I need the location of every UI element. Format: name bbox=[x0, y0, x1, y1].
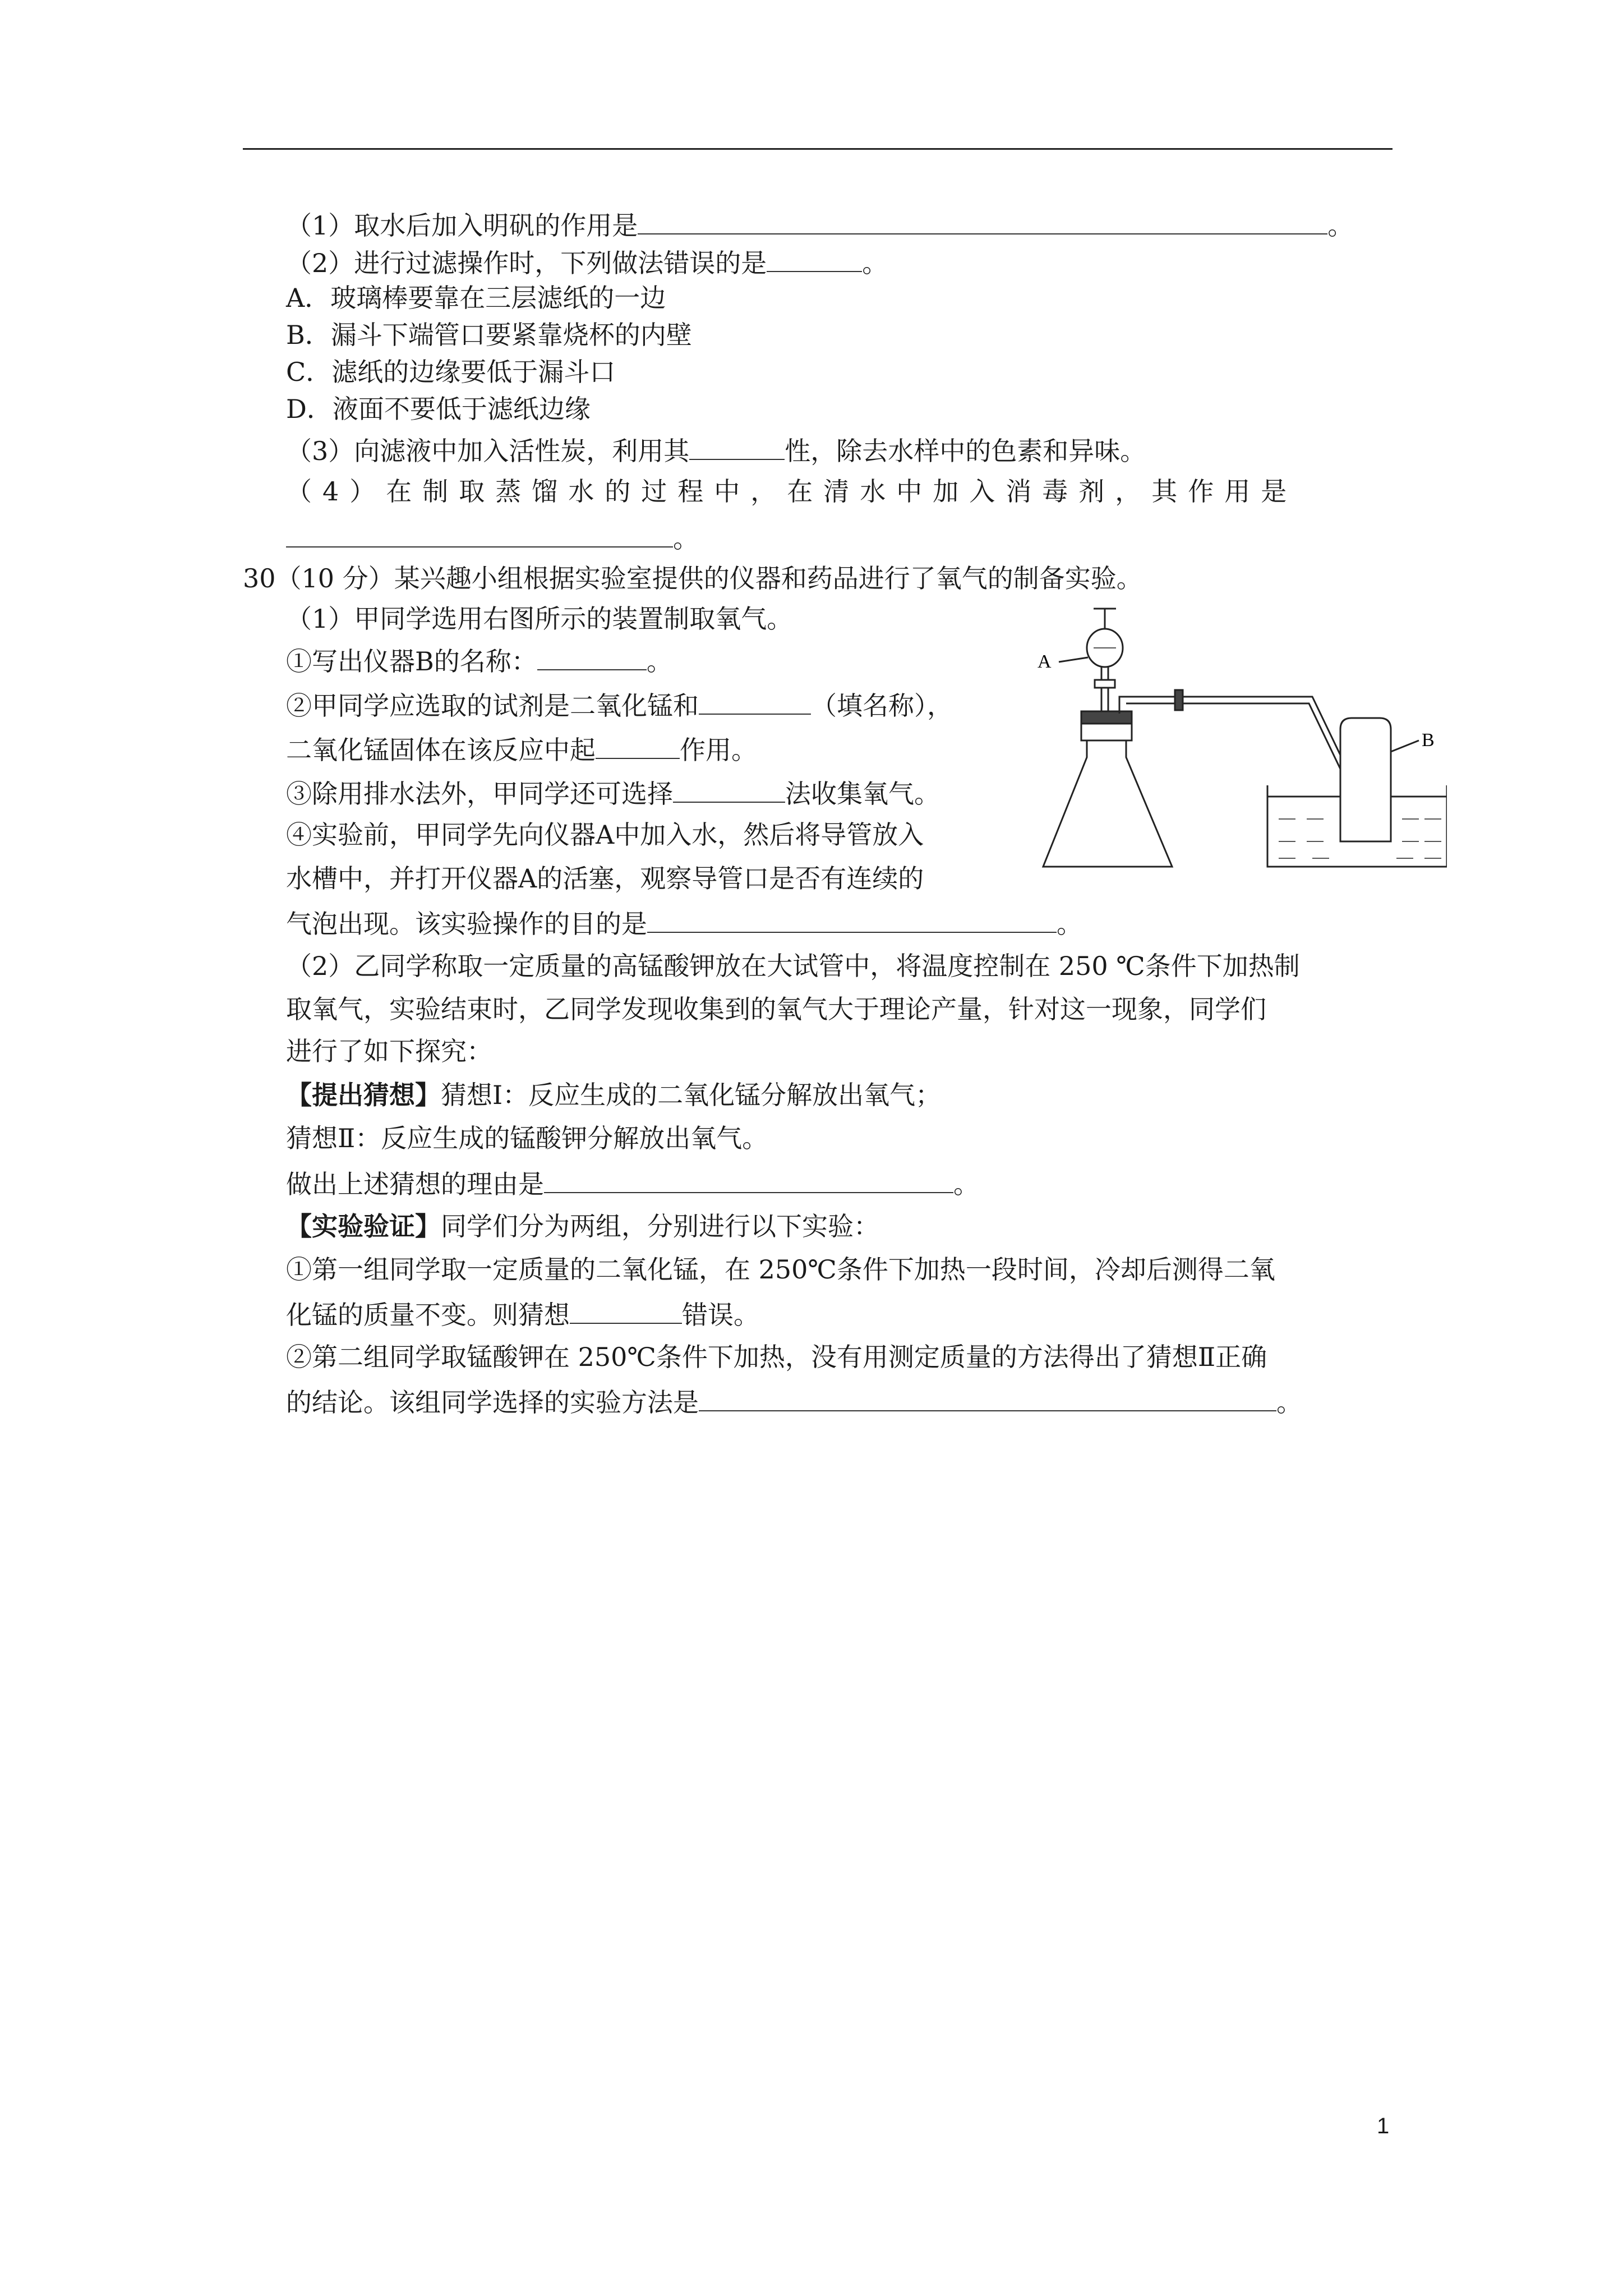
answer-blank[interactable] bbox=[537, 643, 647, 670]
q30-1a: ①写出仪器B的名称： 。 bbox=[286, 643, 672, 677]
hypothesis-reason: 做出上述猜想的理由是 。 bbox=[286, 1166, 979, 1200]
q30-1d-line2: 水槽中，并打开仪器A的活塞，观察导管口是否有连续的 bbox=[286, 863, 924, 894]
q30-2-line2: 取氧气，实验结束时，乙同学发现收集到的氧气大于理论产量，针对这一现象，同学们 bbox=[286, 994, 1266, 1024]
conical-flask bbox=[1043, 740, 1172, 867]
q29-part1: （1）取水后加入明矾的作用是 。 bbox=[286, 208, 1353, 241]
oxygen-apparatus-figure bbox=[1032, 606, 1447, 875]
label-a: A bbox=[1038, 651, 1052, 672]
answer-blank[interactable] bbox=[673, 776, 785, 803]
option-a: A．玻璃棒要靠在三层滤纸的一边 bbox=[286, 283, 666, 313]
verification-1-line2: 化锰的质量不变。则猜想 错误。 bbox=[286, 1297, 759, 1331]
option-d: D．液面不要低于滤纸边缘 bbox=[286, 394, 591, 424]
q30-1b-cont: 二氧化锰固体在该反应中起 作用。 bbox=[286, 732, 757, 766]
q29-part2: （2）进行过滤操作时，下列做法错误的是 。 bbox=[286, 245, 888, 279]
answer-blank[interactable] bbox=[699, 1384, 1276, 1411]
answer-blank[interactable] bbox=[286, 521, 673, 547]
hypothesis-1: 【提出猜想】猜想Ⅰ：反应生成的二氧化锰分解放出氧气； bbox=[286, 1080, 942, 1110]
q30-1d-line3: 气泡出现。该实验操作的目的是 。 bbox=[286, 906, 1082, 940]
verification-heading: 【实验验证】 bbox=[286, 1211, 441, 1241]
option-c: C．滤纸的边缘要低于漏斗口 bbox=[286, 357, 616, 387]
q30-part1: （1）甲同学选用右图所示的装置制取氧气。 bbox=[286, 604, 793, 634]
funnel-stopcock bbox=[1095, 680, 1115, 688]
q30-1c: ③除用排水法外，甲同学还可选择 法收集氧气。 bbox=[286, 776, 940, 809]
label-b: B bbox=[1422, 730, 1435, 751]
hypothesis-2: 猜想Ⅱ：反应生成的锰酸钾分解放出氧气。 bbox=[286, 1123, 768, 1153]
answer-blank[interactable] bbox=[647, 906, 1057, 933]
option-b: B．漏斗下端管口要紧靠烧杯的内壁 bbox=[286, 320, 692, 350]
verification-2-line2: 的结论。该组同学选择的实验方法是 。 bbox=[286, 1384, 1302, 1418]
answer-blank[interactable] bbox=[544, 1166, 953, 1193]
q30-2-line1: （2）乙同学称取一定质量的高锰酸钾放在大试管中，将温度控制在 250 ℃条件下加热制 bbox=[286, 951, 1300, 981]
header-rule bbox=[243, 148, 1393, 150]
verification-1-line1: ①第一组同学取一定质量的二氧化锰，在 250℃条件下加热一段时间，冷却后测得二氧 bbox=[286, 1254, 1275, 1285]
answer-blank[interactable] bbox=[638, 208, 1327, 234]
gas-collecting-bottle bbox=[1340, 718, 1391, 841]
verification-intro: 【实验验证】同学们分为两组，分别进行以下实验： bbox=[286, 1211, 879, 1241]
q29-part3: （3）向滤液中加入活性炭，利用其 性，除去水样中的色素和异味。 bbox=[286, 433, 1146, 467]
answer-blank[interactable] bbox=[570, 1297, 682, 1324]
q30-1d-line1: ④实验前，甲同学先向仪器A中加入水，然后将导管放入 bbox=[286, 820, 924, 850]
q30-2-line3: 进行了如下探究： bbox=[286, 1036, 492, 1066]
answer-blank[interactable] bbox=[699, 688, 811, 715]
hypothesis-heading: 【提出猜想】 bbox=[286, 1080, 441, 1110]
answer-blank[interactable] bbox=[767, 245, 862, 272]
answer-blank[interactable] bbox=[596, 732, 680, 759]
q30-1b: ②甲同学应选取的试剂是二氧化锰和 （填名称）， bbox=[286, 688, 953, 721]
q30-intro: 30（10 分）某兴趣小组根据实验室提供的仪器和药品进行了氧气的制备实验。 bbox=[243, 563, 1142, 593]
q29-part4: （4）在制取蒸馏水的过程中，在清水中加入消毒剂，其作用是 bbox=[286, 476, 1298, 507]
answer-blank[interactable] bbox=[689, 433, 785, 460]
q29-part4-answer: 。 bbox=[286, 521, 699, 554]
page-number: 1 bbox=[1377, 2114, 1390, 2138]
verification-2-line1: ②第二组同学取锰酸钾在 250℃条件下加热，没有用测定质量的方法得出了猜想Ⅱ正确 bbox=[286, 1342, 1267, 1372]
